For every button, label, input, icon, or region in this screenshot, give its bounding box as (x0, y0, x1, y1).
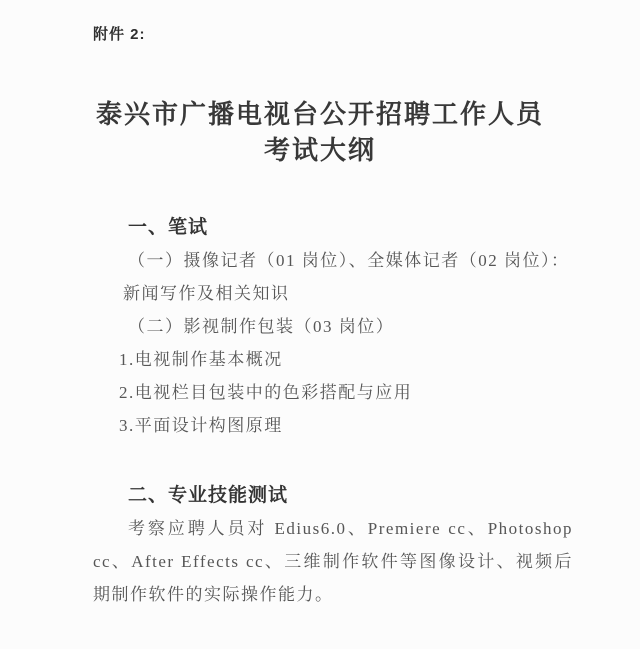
section-heading-written-test: 一、笔试 (128, 217, 209, 238)
list-item-2-color-matching: 2.电视栏目包装中的色彩搭配与应用 (119, 383, 413, 402)
attachment-label: 附件 2: (93, 26, 146, 43)
document-title-line-1: 泰兴市广播电视台公开招聘工作人员 (95, 100, 544, 129)
document-title-line-2: 考试大纲 (263, 136, 376, 165)
document-body (93, 211, 573, 611)
body-line-post-01-02: （一）摄像记者（01 岗位）、全媒体记者（02 岗位）： (128, 251, 570, 270)
document-title (0, 97, 640, 169)
skill-test-paragraph: 考察应聘人员对 Edius6.0、Premiere cc、Photoshop cc、After Effects cc、三维制作软件等图像设计、视频后期制作软件的实际操作能力。 (93, 519, 573, 604)
body-line-news-writing: 新闻写作及相关知识 (123, 284, 290, 303)
list-item-1-tv-production: 1.电视制作基本概况 (119, 350, 283, 369)
section-heading-skill-test: 二、专业技能测试 (128, 485, 289, 506)
list-item-3-graphic-design: 3.平面设计构图原理 (119, 416, 283, 435)
body-line-post-03: （二）影视制作包装（03 岗位） (128, 317, 395, 336)
